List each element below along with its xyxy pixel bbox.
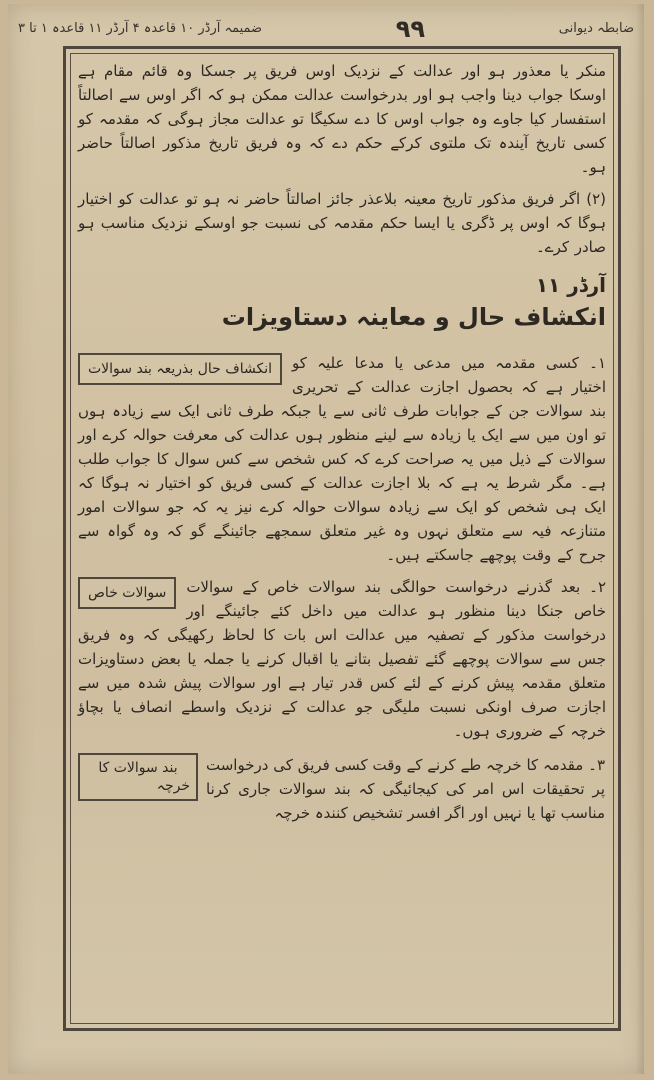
page-header <box>18 8 634 50</box>
sidebar-box-special-questions: سوالات خاص <box>78 577 176 609</box>
page-edge-shadow <box>636 4 644 1074</box>
paragraph-intro: منکر یا معذور ہو اور عدالت کے نزدیک اوس فریق پر جسکا وہ قائم مقام ہے اوسکا جواب دینا واجب ہو اور بدرخواست عدالت ممکن ہو کہ اگر اوس سے اصالتاً استفسار کیا جاوے وہ جواب اوس کا دے سکیگا تو عدالت مجاز ہوگی کہ مقدمہ کو کسی تاریخ آیندہ تک ملتوی کرکے حکم دے کہ وہ فریق تاریخ مذکور اصالتاً حاضر ہو۔ <box>78 62 606 176</box>
paragraph-rule-2: (۲) اگر فریق مذکور تاریخ معینہ بلاعذر جائز اصالتاً حاضر نہ ہو تو عدالت کو اختیار ہوگا کہ اوس پر ڈگری یا ایسا حکم مقدمہ کی نسبت جو اوسکے نزدیک مناسب ہو صادر کرے۔ <box>78 190 606 256</box>
paragraph-costs: ۳۔ مقدمہ کا خرچہ طے کرنے کے وقت کسی فریق کی درخواست پر تحقیقات اس امر کی کیجائیگی کہ بند سوالات جاری کرنا مناسب تھا یا نہیں اور اگر افسر تشخیص کنندہ خرچہ <box>206 756 605 822</box>
sidebar-box-costs: بند سوالات کا خرچہ <box>78 753 198 801</box>
sidebar-box-interrogatories: انکشاف حال بذریعہ بند سوالات <box>78 353 282 385</box>
paragraph-special-questions: ۲۔ بعد گذرنے درخواست حوالگی بند سوالات خاص کے سوالات خاص جنکا دینا منظور ہو عدالت میں داخل کئے جائینگے اور درخواست مذکور کے تصفیہ میں عدالت اس بات کا لحاظ رکھیگی کہ وہ فریق جس سے سوالات پوچھے گئے تفصیل بتانے یا اقبال کرنے یا جملہ یا بعض دستاویزات متعلق مقدمہ پیش کرنے کے لئے کس قدر تیار ہے اور سوالات پیش شدہ میں سے اجازت صرف اونکی نسبت ملیگی جو عدالت کے نزدیک واسطے انصاف یا بچاؤ خرچہ کے ضروری ہوں۔ <box>78 578 606 740</box>
document-content <box>78 59 606 1016</box>
footer-section <box>78 753 606 825</box>
order-heading: آرڈر ۱۱ <box>535 273 606 297</box>
header-left-reference: ضمیمہ آرڈر ۱۰ قاعدہ ۴ آرڈر ۱۱ قاعدہ ۱ تا ۳ <box>18 20 263 36</box>
section-title: انکشاف حال و معاینہ دستاویزات <box>221 303 606 331</box>
text-frame <box>63 46 621 1031</box>
paragraph-interrogatories: ۱۔ کسی مقدمہ میں مدعی یا مدعا علیہ کو اختیار ہے کہ بحصول اجازت عدالت کے تحریری بند سوالات جن کے جوابات طرف ثانی سے یا جبکہ طرف ثانی ایک سے زیادہ ہوں تو اون میں سے ایک یا زیادہ سے لینے منظور ہوں عدالت کی معرفت حوالہ کرے اور سوالات کے ذیل میں یہ صراحت کرے کہ کس شخص سے کس سوال کا جواب طلب ہے۔ مگر شرط یہ ہے کہ بلا اجازت عدالت کے کسی فریق کو اختیار نہ ہوگا کہ ایک ہی شخص کو ایک سے زیادہ سوالات حوالہ کرے نیز یہ کہ جو سوالات امور متنازعہ فیہ سے متعلق نہوں وہ غیر متعلق سمجھے جائینگے گو کہ وہ گواہ سے جرح کے وقت پوچھے جاسکتے ہیں۔ <box>78 354 606 564</box>
page-number: ۹۹ <box>395 15 426 43</box>
header-right-title: ضابطہ دیوانی <box>558 20 634 36</box>
scanned-page <box>8 4 644 1074</box>
